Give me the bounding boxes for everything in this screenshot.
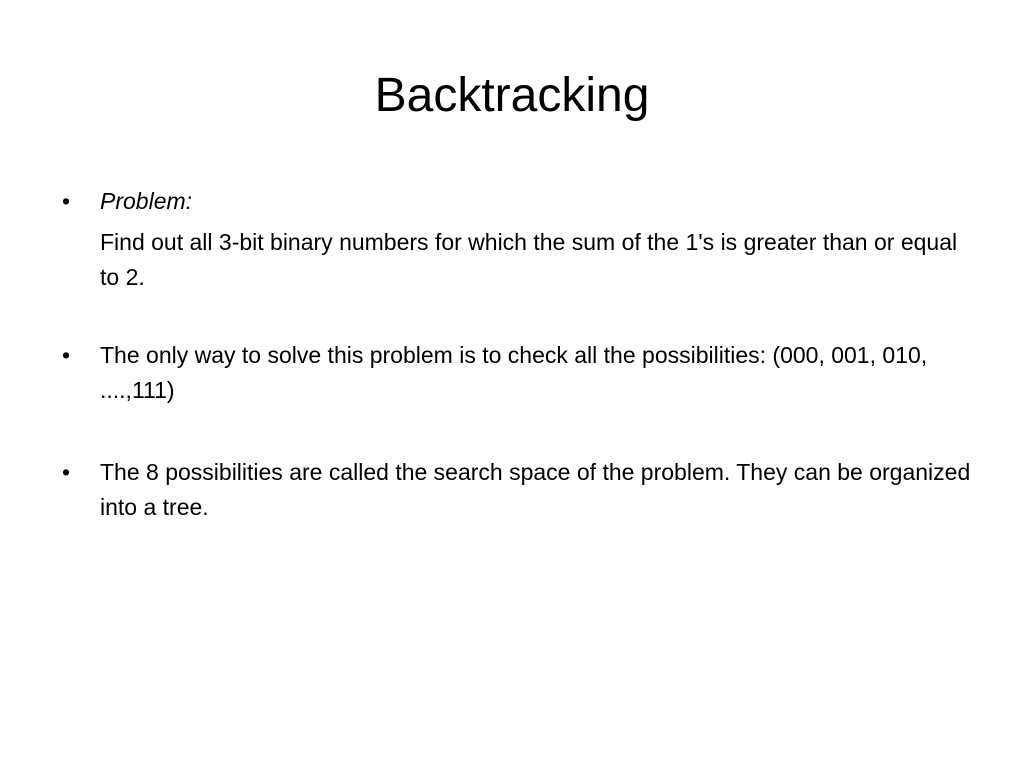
problem-heading: Problem: xyxy=(100,188,193,214)
bullet-list xyxy=(56,184,976,525)
search-space-text: The 8 possibilities are called the search space of the problem. They can be organized into a tree. xyxy=(100,459,971,520)
bullet-marker: • xyxy=(61,459,71,485)
bullet-item-possibilities xyxy=(56,338,976,408)
bullet-marker: • xyxy=(61,342,71,368)
possibilities-text: The only way to solve this problem is to check all the possibilities: (000, 001, 010, ....,111) xyxy=(100,342,928,403)
slide-title: Backtracking xyxy=(374,69,650,122)
bullet-marker: • xyxy=(61,188,71,214)
problem-description: Find out all 3-bit binary numbers for which the sum of the 1's is greater than or equal to 2. xyxy=(100,229,958,290)
bullet-item-problem xyxy=(56,184,976,295)
bullet-item-search-space xyxy=(56,455,976,525)
